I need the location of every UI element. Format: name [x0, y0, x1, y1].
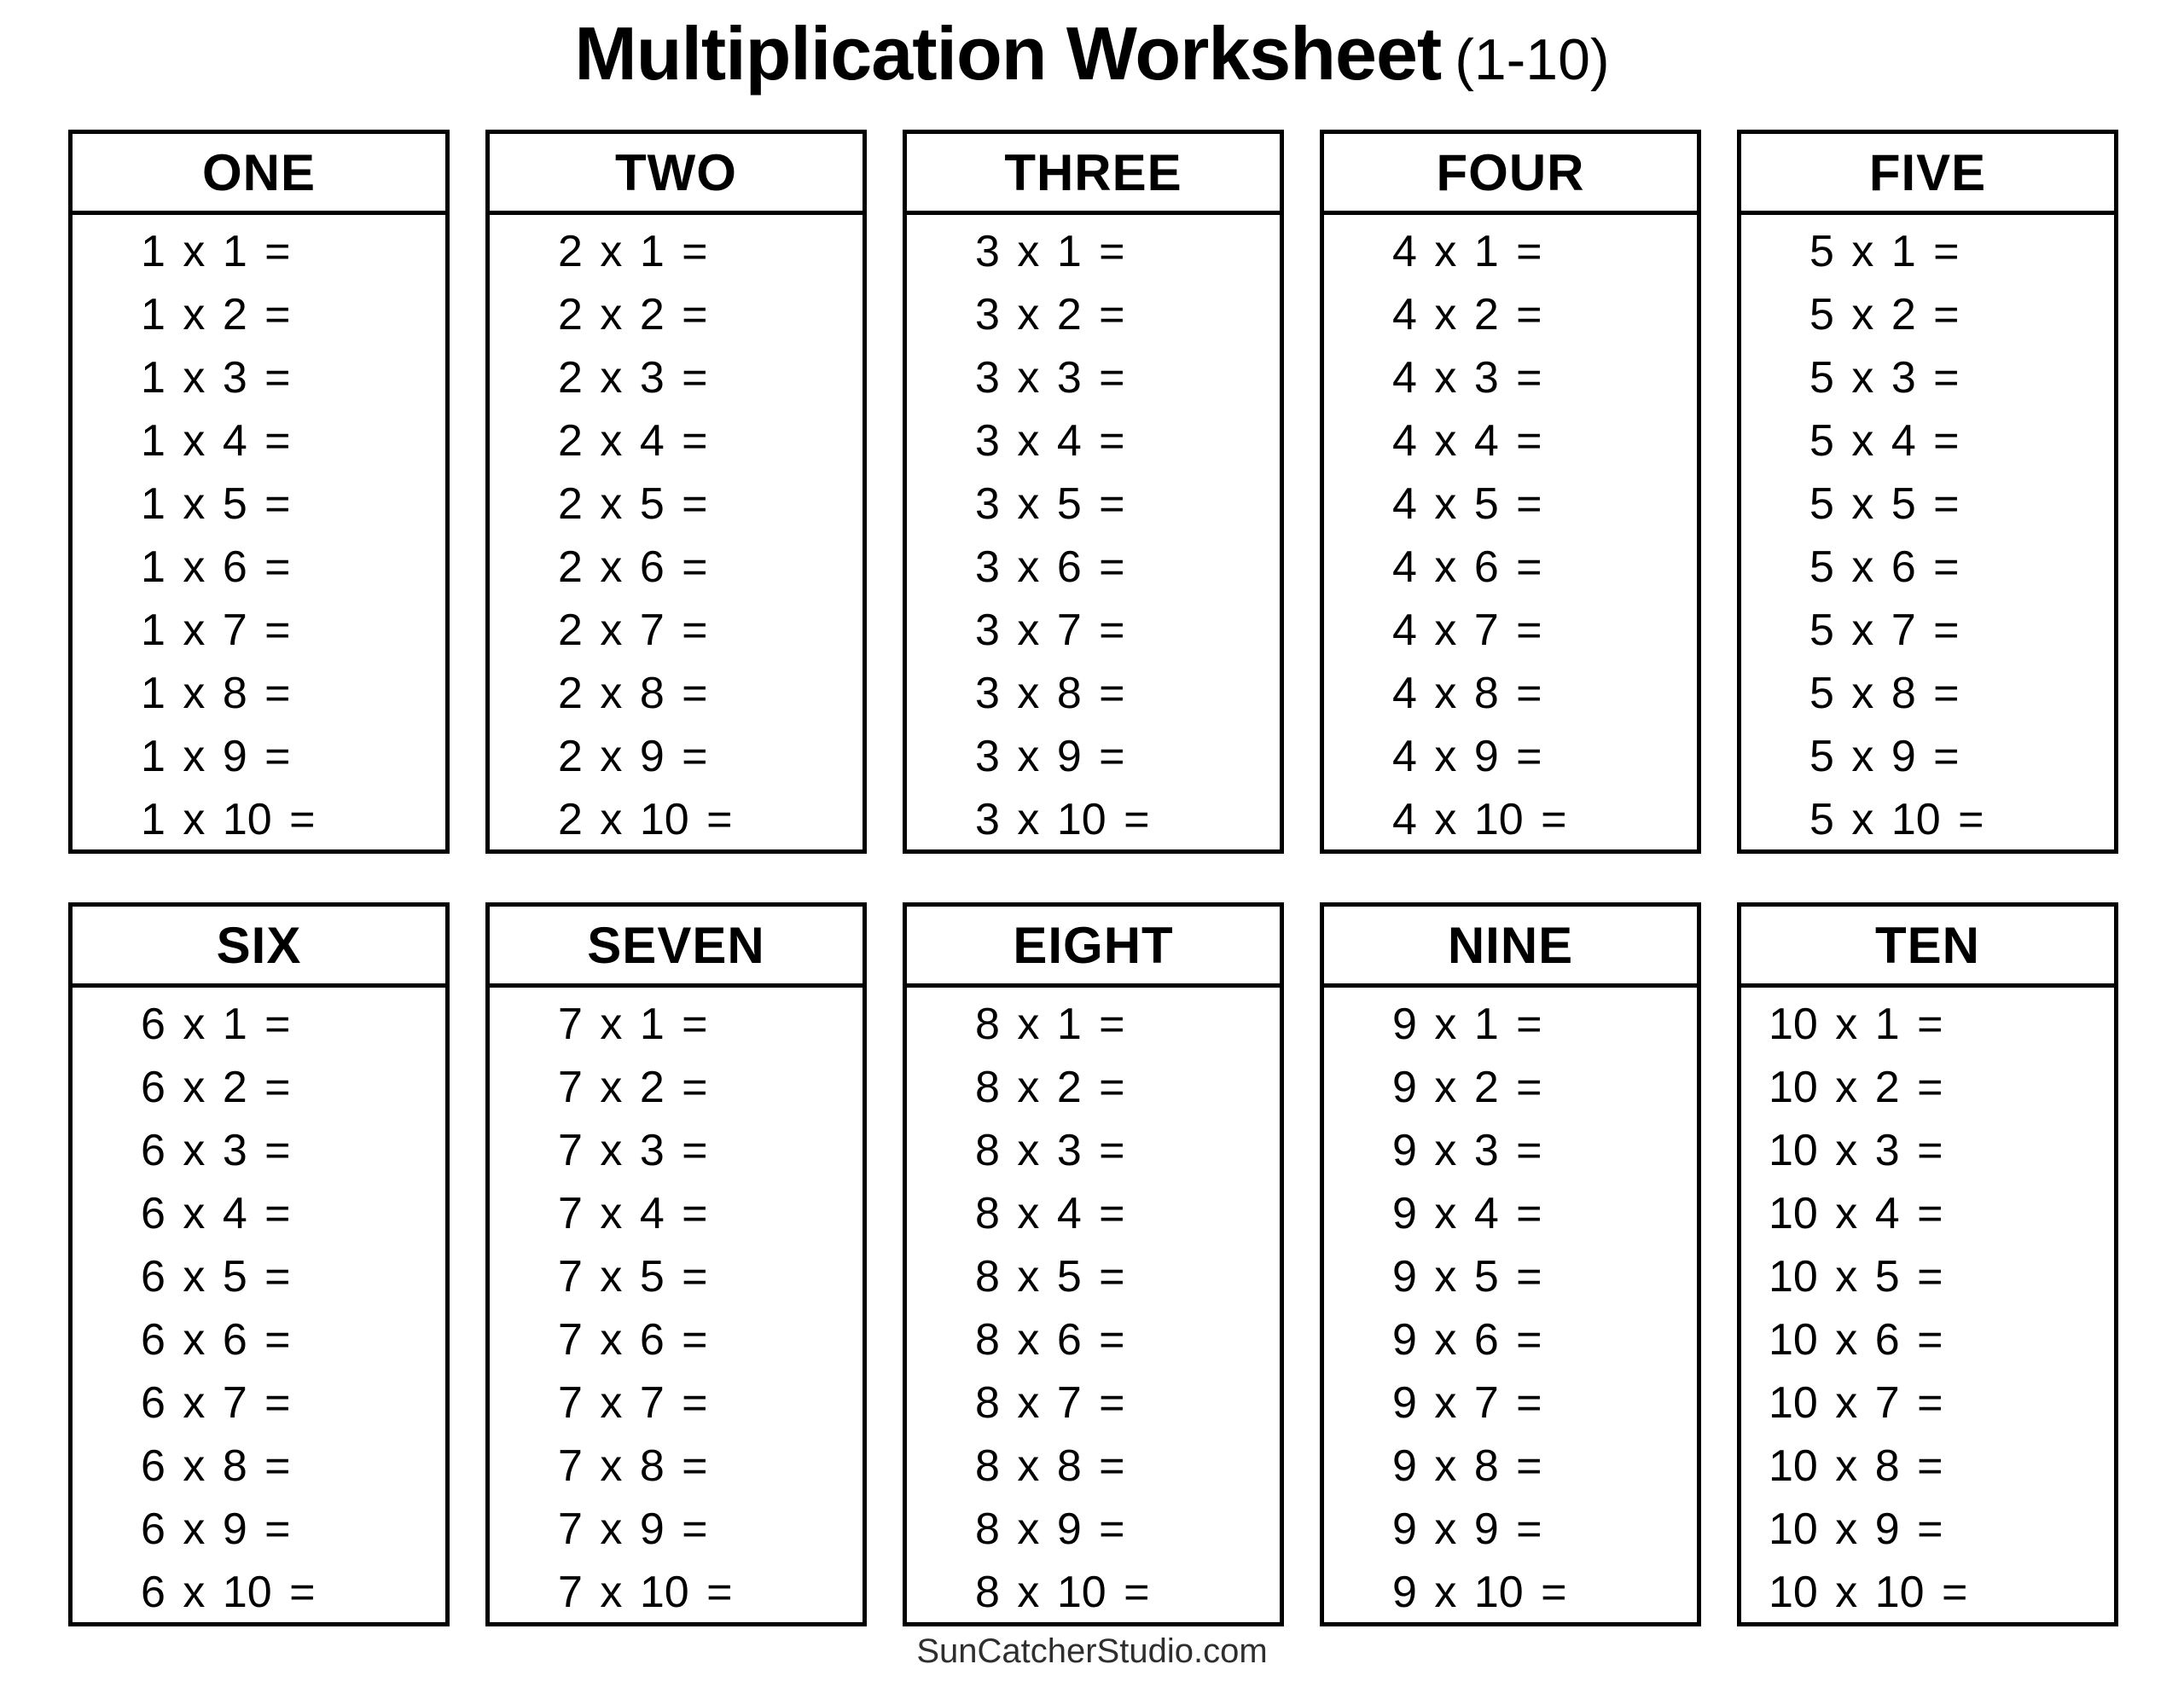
problem-row: 3 x 6 = — [975, 542, 1125, 592]
table-body — [1324, 988, 1697, 1624]
problem-row: 10 x 6 = — [1769, 1315, 1943, 1365]
problem-row: 8 x 9 = — [975, 1504, 1125, 1554]
problem-row: 8 x 1 = — [975, 1000, 1125, 1049]
table-title: TWO — [490, 134, 863, 215]
table-body — [1741, 215, 2114, 851]
problem-row: 9 x 5 = — [1392, 1252, 1542, 1301]
title-range: (1-10) — [1455, 27, 1610, 92]
table-body — [490, 215, 863, 851]
problem-row: 2 x 1 = — [558, 227, 708, 276]
problem-row: 8 x 8 = — [975, 1441, 1125, 1491]
table-box-1 — [68, 130, 450, 854]
problem-row: 8 x 10 = — [975, 1568, 1150, 1617]
table-title: FOUR — [1324, 134, 1697, 215]
problem-row: 1 x 6 = — [141, 542, 291, 592]
problem-row: 5 x 10 = — [1809, 795, 1984, 844]
problem-row: 1 x 2 = — [141, 290, 291, 339]
problem-row: 8 x 4 = — [975, 1189, 1125, 1238]
problem-row: 9 x 3 = — [1392, 1126, 1542, 1175]
problem-row: 4 x 7 = — [1392, 606, 1542, 655]
problem-row: 8 x 6 = — [975, 1315, 1125, 1365]
problem-row: 9 x 2 = — [1392, 1063, 1542, 1112]
table-body — [73, 215, 445, 851]
table-box-5 — [1737, 130, 2118, 854]
problem-row: 9 x 1 = — [1392, 1000, 1542, 1049]
problem-row: 7 x 8 = — [558, 1441, 708, 1491]
problem-row: 1 x 3 = — [141, 353, 291, 403]
problem-row: 8 x 7 = — [975, 1378, 1125, 1428]
problem-row: 9 x 7 = — [1392, 1378, 1542, 1428]
problem-row: 1 x 5 = — [141, 479, 291, 529]
problem-row: 3 x 4 = — [975, 416, 1125, 466]
problem-row: 4 x 2 = — [1392, 290, 1542, 339]
footer-credit: SunCatcherStudio.com — [916, 1632, 1268, 1670]
problem-row: 6 x 7 = — [141, 1378, 291, 1428]
problem-row: 5 x 6 = — [1809, 542, 1960, 592]
table-box-6 — [68, 902, 450, 1626]
table-body — [490, 988, 863, 1624]
problem-row: 4 x 1 = — [1392, 227, 1542, 276]
table-title: TEN — [1741, 907, 2114, 988]
problem-row: 2 x 10 = — [558, 795, 733, 844]
problem-row: 2 x 3 = — [558, 353, 708, 403]
problem-row: 3 x 2 = — [975, 290, 1125, 339]
problem-row: 3 x 1 = — [975, 227, 1125, 276]
problem-row: 9 x 8 = — [1392, 1441, 1542, 1491]
problem-row: 7 x 4 = — [558, 1189, 708, 1238]
table-box-2 — [485, 130, 867, 854]
table-body — [907, 988, 1280, 1624]
problem-row: 6 x 4 = — [141, 1189, 291, 1238]
problem-row: 1 x 4 = — [141, 416, 291, 466]
problem-row: 3 x 9 = — [975, 732, 1125, 781]
problem-row: 10 x 4 = — [1769, 1189, 1943, 1238]
problem-row: 5 x 9 = — [1809, 732, 1960, 781]
problem-row: 7 x 2 = — [558, 1063, 708, 1112]
problem-row: 3 x 3 = — [975, 353, 1125, 403]
problem-row: 6 x 2 = — [141, 1063, 291, 1112]
problem-row: 6 x 3 = — [141, 1126, 291, 1175]
problem-row: 3 x 10 = — [975, 795, 1150, 844]
table-box-3 — [903, 130, 1284, 854]
table-title: SIX — [73, 907, 445, 988]
table-body — [1741, 988, 2114, 1624]
problem-row: 4 x 8 = — [1392, 669, 1542, 718]
problem-row: 7 x 9 = — [558, 1504, 708, 1554]
problem-row: 2 x 4 = — [558, 416, 708, 466]
problem-row: 7 x 6 = — [558, 1315, 708, 1365]
problem-row: 7 x 1 = — [558, 1000, 708, 1049]
problem-row: 2 x 9 = — [558, 732, 708, 781]
problem-row: 5 x 2 = — [1809, 290, 1960, 339]
problem-row: 6 x 9 = — [141, 1504, 291, 1554]
problem-row: 3 x 8 = — [975, 669, 1125, 718]
problem-row: 6 x 1 = — [141, 1000, 291, 1049]
table-box-9 — [1320, 902, 1701, 1626]
problem-row: 10 x 2 = — [1769, 1063, 1943, 1112]
problem-row: 6 x 5 = — [141, 1252, 291, 1301]
problem-row: 1 x 1 = — [141, 227, 291, 276]
problem-row: 10 x 7 = — [1769, 1378, 1943, 1428]
table-title: EIGHT — [907, 907, 1280, 988]
problem-row: 5 x 5 = — [1809, 479, 1960, 529]
table-box-8 — [903, 902, 1284, 1626]
problem-row: 10 x 1 = — [1769, 1000, 1943, 1049]
page-title — [0, 7, 2184, 123]
table-title: FIVE — [1741, 134, 2114, 215]
problem-row: 3 x 7 = — [975, 606, 1125, 655]
problem-row: 1 x 8 = — [141, 669, 291, 718]
problem-row: 7 x 5 = — [558, 1252, 708, 1301]
table-body — [907, 215, 1280, 851]
problem-row: 10 x 10 = — [1769, 1568, 1968, 1617]
problem-row: 4 x 6 = — [1392, 542, 1542, 592]
table-title: NINE — [1324, 907, 1697, 988]
table-title: SEVEN — [490, 907, 863, 988]
problem-row: 6 x 8 = — [141, 1441, 291, 1491]
problem-row: 2 x 7 = — [558, 606, 708, 655]
problem-row: 1 x 9 = — [141, 732, 291, 781]
problem-row: 2 x 6 = — [558, 542, 708, 592]
tables-grid — [68, 130, 2118, 1626]
problem-row: 2 x 5 = — [558, 479, 708, 529]
problem-row: 8 x 2 = — [975, 1063, 1125, 1112]
problem-row: 7 x 10 = — [558, 1568, 733, 1617]
problem-row: 4 x 5 = — [1392, 479, 1542, 529]
table-box-10 — [1737, 902, 2118, 1626]
problem-row: 2 x 2 = — [558, 290, 708, 339]
problem-row: 8 x 3 = — [975, 1126, 1125, 1175]
problem-row: 7 x 3 = — [558, 1126, 708, 1175]
table-box-4 — [1320, 130, 1701, 854]
problem-row: 6 x 6 = — [141, 1315, 291, 1365]
problem-row: 1 x 7 = — [141, 606, 291, 655]
table-title: ONE — [73, 134, 445, 215]
problem-row: 2 x 8 = — [558, 669, 708, 718]
table-body — [1324, 215, 1697, 851]
problem-row: 9 x 6 = — [1392, 1315, 1542, 1365]
problem-row: 5 x 1 = — [1809, 227, 1960, 276]
problem-row: 10 x 9 = — [1769, 1504, 1943, 1554]
table-box-7 — [485, 902, 867, 1626]
problem-row: 5 x 7 = — [1809, 606, 1960, 655]
problem-row: 5 x 4 = — [1809, 416, 1960, 466]
table-title: THREE — [907, 134, 1280, 215]
problem-row: 9 x 9 = — [1392, 1504, 1542, 1554]
problem-row: 6 x 10 = — [141, 1568, 316, 1617]
problem-row: 10 x 5 = — [1769, 1252, 1943, 1301]
problem-row: 4 x 4 = — [1392, 416, 1542, 466]
problem-row: 3 x 5 = — [975, 479, 1125, 529]
problem-row: 5 x 8 = — [1809, 669, 1960, 718]
problem-row: 7 x 7 = — [558, 1378, 708, 1428]
problem-row: 8 x 5 = — [975, 1252, 1125, 1301]
problem-row: 4 x 9 = — [1392, 732, 1542, 781]
problem-row: 9 x 4 = — [1392, 1189, 1542, 1238]
problem-row: 10 x 8 = — [1769, 1441, 1943, 1491]
problem-row: 4 x 10 = — [1392, 795, 1567, 844]
problem-row: 10 x 3 = — [1769, 1126, 1943, 1175]
problem-row: 5 x 3 = — [1809, 353, 1960, 403]
problem-row: 4 x 3 = — [1392, 353, 1542, 403]
problem-row: 1 x 10 = — [141, 795, 316, 844]
title-main: Multiplication Worksheet — [574, 11, 1442, 96]
table-body — [73, 988, 445, 1624]
problem-row: 9 x 10 = — [1392, 1568, 1567, 1617]
